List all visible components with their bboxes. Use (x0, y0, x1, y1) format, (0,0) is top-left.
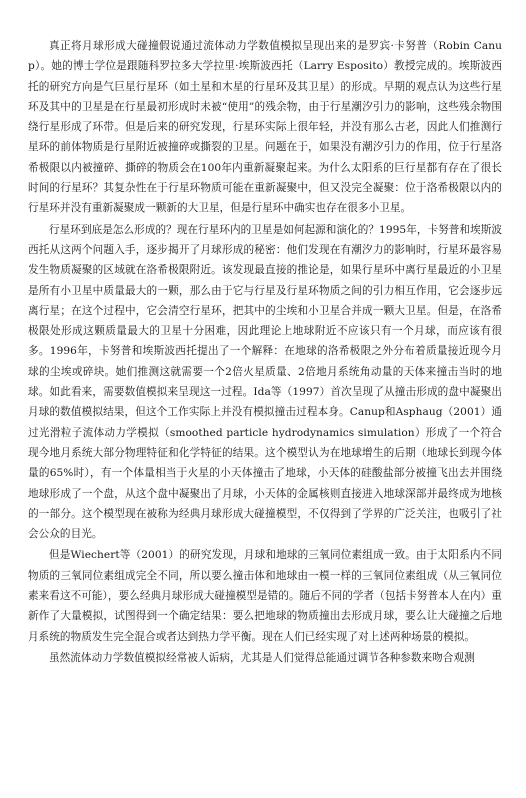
paragraph-canup-background: 真正将月球形成大碰撞假说通过流体动力学数值模拟呈现出来的是罗宾·卡努普（Robin Canup）。她的博士学位是跟随科罗拉多大学拉里·埃斯波西托（Larry Esposito）教授完成的。埃斯波西托的研究方向是气巨星行星环（如土星和木星的行星环及其卫星）的形成。早期的观点认为这些行星环及其中的卫星是在行星最初形成时未被“使用”的残余物，由于行星潮汐引力的影响，这些残余物围绕行星形成了环带。但是后来的研究发现，行星环实际上很年轻，并没有那么古老，因此人们推测行星环的前体物质是行星附近被撞碎或撕裂的卫星。问题在于，如果没有潮汐引力的作用，位于行星洛希极限以内被撞碎、撕碎的物质会在100年内重新凝聚起来。为什么太阳系的巨行星都有存在了很长时间的行星环？其复杂性在于行星环物质可能在重新凝聚中，但又没完全凝聚：位于洛希极限以内的行星环并没有重新凝聚成一颗新的大卫星，但是行星环中确实也存在很多小卫星。 (28, 40, 502, 215)
paragraph-simulation-criticism: 虽然流体动力学数值模拟经常被人诟病，尤其是人们觉得总能通过调节各种参数来吻合观测 (49, 651, 475, 664)
paragraph-ring-formation: 行星环到底是怎么形成的？现在行星环内的卫星是如何起源和演化的？1995年，卡努普和埃斯波西托从这两个问题入手，逐步揭开了月球形成的秘密：他们发现在有潮汐力的影响时，行星环最容易发生物质凝聚的区域就在洛希极限附近。该发现最直接的推论是，如果行星环中离行星最近的小卫星是所有小卫星中质量最大的一颗，那么由于它与行星及行星环物质之间的引力相互作用，它会逐步远离行星；在这个过程中，它会清空行星环，把其中的尘埃和小卫星合并成一颗大卫星。但是，在洛希极限处形成这颗质量最大的卫星十分困难，因此理论上地球附近不应该只有一个月球，而应该有很多。1996年，卡努普和埃斯波西托提出了一个解释：在地球的洛希极限之外分布着质量接近现今月球的尘埃或碎块。她们推测这就需要一个2倍火星质量、2倍地月系统角动量的天体来撞击当时的地球。如此看来，需要数值模拟来呈现这一过程。Ida等（1997）首次呈现了从撞击形成的盘中凝聚出月球的数值模拟结果，但这个工作实际上并没有模拟撞击过程本身。Canup和Asphaug（2001）通过光滑粒子流体动力学模拟（smoothed particle hydrodynamics simulation）形成了一个符合现今地月系统大部分物理特征和化学特征的结果。这个模型认为在地球增生的后期（地球长到现今体量的65%时），有一个体量相当于火星的小天体撞击了地球，小天体的硅酸盐部分被撞飞出去并围绕地球形成了一个盘，从这个盘中凝聚出了月球，小天体的金属核则直接进入地球深部并最终成为地核的一部分。这个模型现在被称为经典月球形成大碰撞模型，不仅得到了学界的广泛关注，也吸引了社会公众的目光。 (28, 223, 502, 541)
document-page (28, 36, 502, 668)
paragraph-oxygen-isotopes: 但是Wiechert等（2001）的研究发现，月球和地球的三氧同位素组成一致。由于太阳系内不同物质的三氧同位素组成完全不同，所以要么撞击体和地球由一模一样的三氧同位素组成（从三氧同位素来看这不可能），要么经典月球形成大碰撞模型是错的。随后不同的学者（包括卡努普本人在内）重新作了大量模拟，试图得到一个确定结果：要么把地球的物质撞出去形成月球，要么让大碰撞之后地月系统的物质发生完全混合或者达到热力学平衡。现在人们已经实现了对上述两种场景的模拟。 (28, 549, 502, 643)
